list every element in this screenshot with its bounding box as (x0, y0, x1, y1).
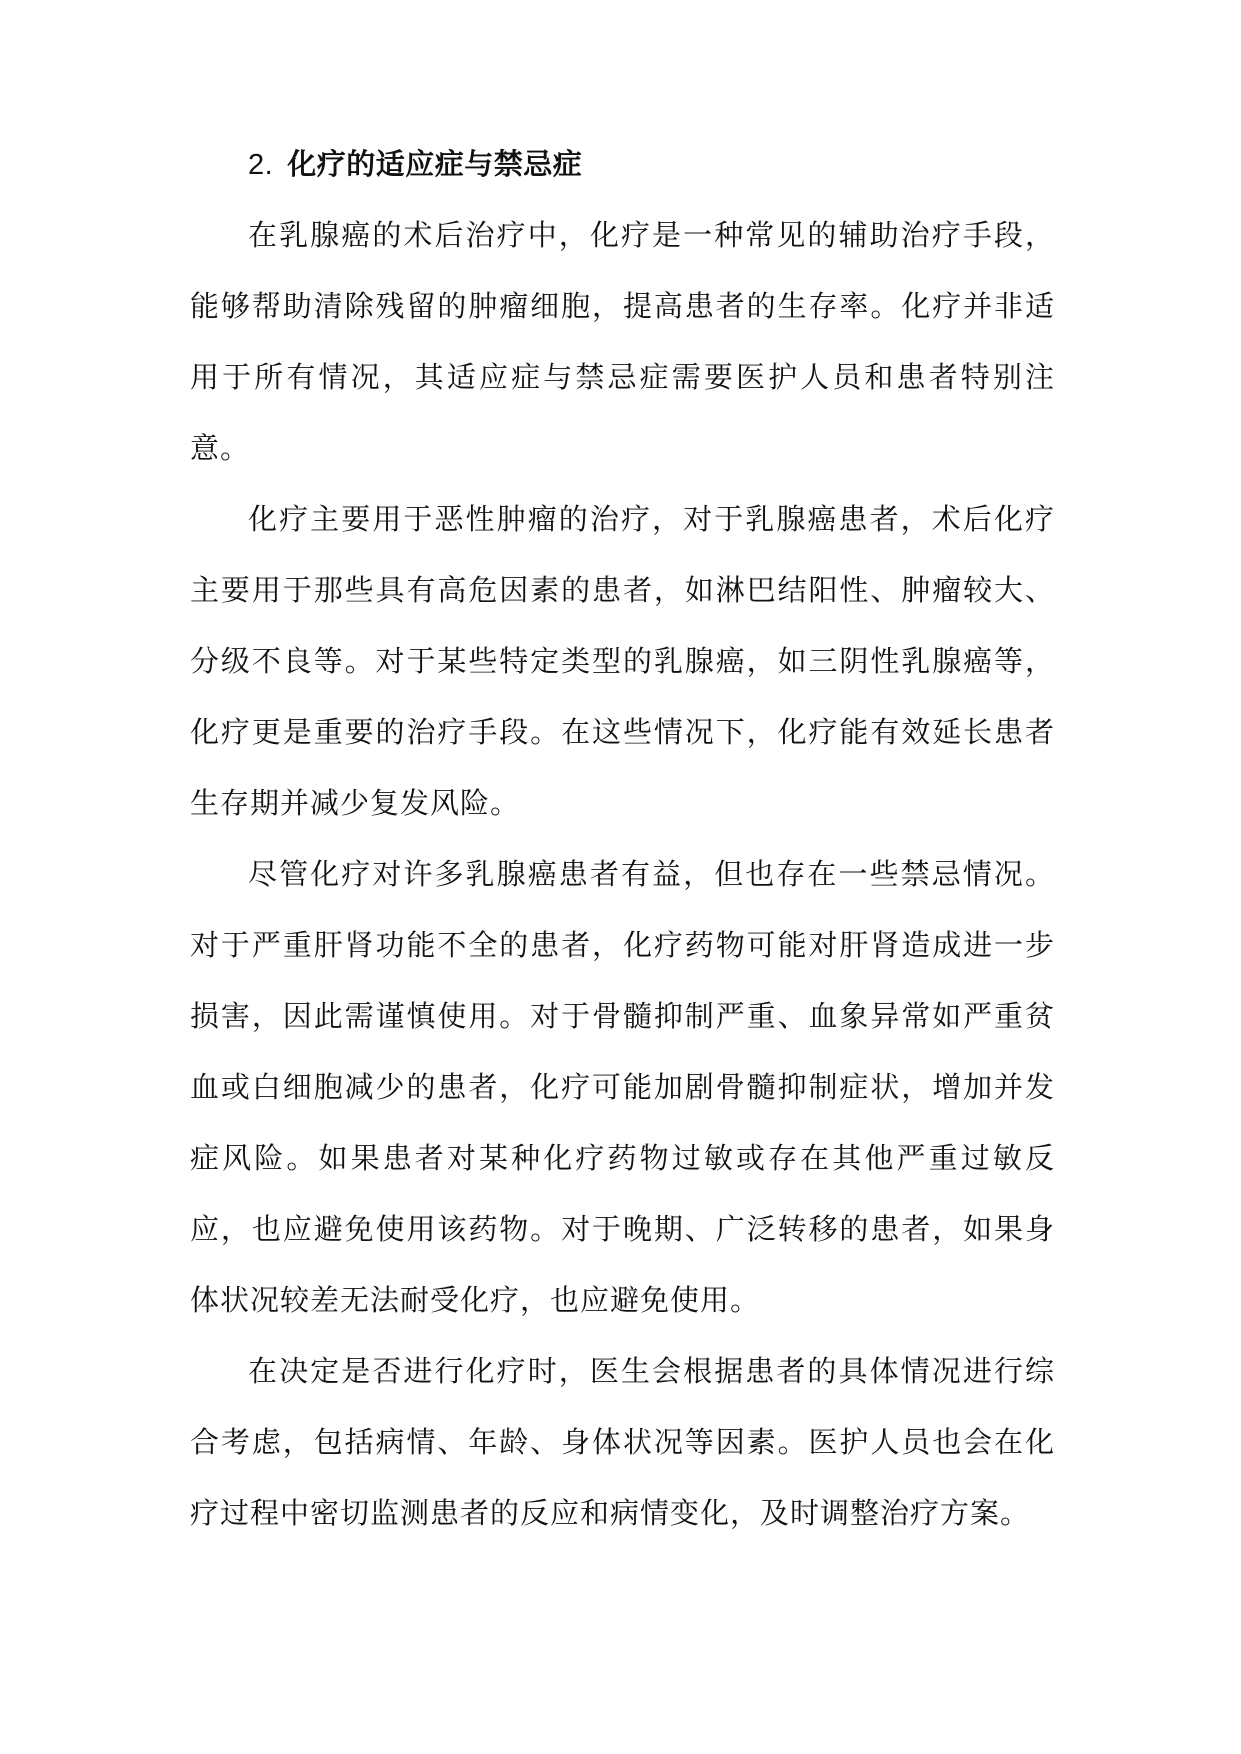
paragraph-decision: 在决定是否进行化疗时，医生会根据患者的具体情况进行综合考虑，包括病情、年龄、身体状况等因素。医护人员也会在化疗过程中密切监测患者的反应和病情变化，及时调整治疗方案。 (190, 1356, 1055, 1530)
paragraph-intro: 在乳腺癌的术后治疗中，化疗是一种常见的辅助治疗手段，能够帮助清除残留的肿瘤细胞，提高患者的生存率。化疗并非适用于所有情况，其适应症与禁忌症需要医护人员和患者特别注意。 (190, 220, 1055, 465)
section-title: 化疗的适应症与禁忌症 (287, 149, 583, 181)
paragraph-indications: 化疗主要用于恶性肿瘤的治疗，对于乳腺癌患者，术后化疗主要用于那些具有高危因素的患者，如淋巴结阳性、肿瘤较大、分级不良等。对于某些特定类型的乳腺癌，如三阴性乳腺癌等，化疗更是重要的治疗手段。在这些情况下，化疗能有效延长患者生存期并减少复发风险。 (190, 504, 1055, 820)
section-heading (248, 130, 1055, 201)
section-number: 2. (248, 149, 274, 181)
paragraph-contraindications: 尽管化疗对许多乳腺癌患者有益，但也存在一些禁忌情况。对于严重肝肾功能不全的患者，化疗药物可能对肝肾造成进一步损害，因此需谨慎使用。对于骨髓抑制严重、血象异常如严重贫血或白细胞减少的患者，化疗可能加剧骨髓抑制症状，增加并发症风险。如果患者对某种化疗药物过敏或存在其他严重过敏反应，也应避免使用该药物。对于晚期、广泛转移的患者，如果身体状况较差无法耐受化疗，也应避免使用。 (190, 859, 1055, 1317)
